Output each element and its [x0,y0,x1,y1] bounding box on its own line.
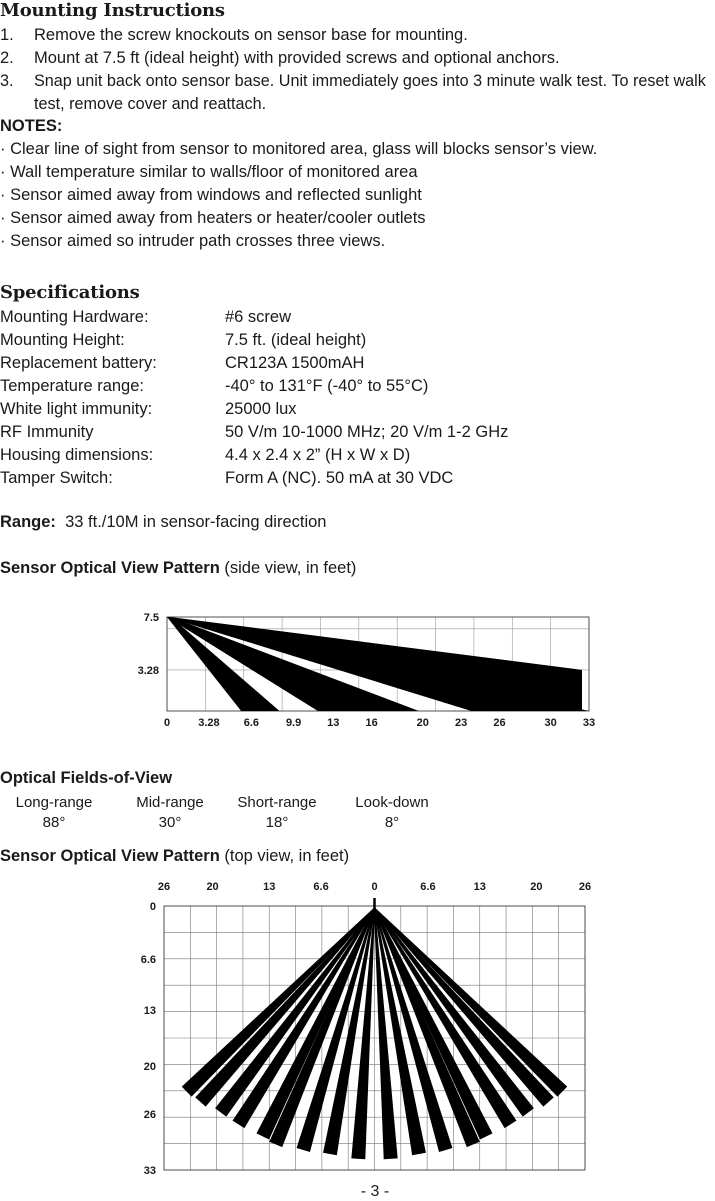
spec-label: Mounting Height: [0,331,125,349]
mounting-step [0,24,715,47]
x-tick-label: 3.28 [198,717,220,729]
x-tick-label: 6.6 [243,717,260,729]
step-text: Snap unit back onto sensor base. Unit immediately goes into 3 minute walk test. To reset walk test, remove cover and reattach. [34,72,706,113]
step-number: 2. [0,49,14,67]
spec-row [0,352,715,375]
y-tick-label: 33 [143,1165,156,1177]
top-view-heading-bold: Sensor Optical View Pattern [0,847,220,865]
top-view-chart [0,872,715,1177]
spec-label: Replacement battery: [0,354,157,372]
top-view-heading-rest: (top view, in feet) [219,847,350,865]
spec-value: #6 screw [225,308,292,326]
x-tick-label: 26 [493,717,506,729]
x-tick-label: 0 [163,717,171,729]
spec-row [0,467,715,490]
spec-row [0,398,715,421]
x-tick-label: 0 [371,881,378,893]
fov-angle: 88° [42,814,66,831]
step-number: 1. [0,26,14,44]
mounting-step [0,47,715,70]
spec-row [0,444,715,467]
spec-label: Mounting Hardware: [0,308,149,326]
spec-value: -40° to 131°F (-40° to 55°C) [225,377,429,395]
spec-row [0,306,715,329]
spec-value: 50 V/m 10-1000 MHz; 20 V/m 1-2 GHz [225,423,509,441]
mounting-steps [0,24,715,116]
x-tick-label: 13 [263,881,276,893]
fov-name: Long-range [15,794,93,811]
notes-list [0,138,597,253]
x-tick-label: 16 [365,717,378,729]
range-value: 33 ft./10M in sensor-facing direction [65,513,327,531]
note-item: · Wall temperature similar to walls/floor of monitored area [0,163,418,181]
spec-table [0,306,715,490]
x-tick-label: 23 [454,717,468,729]
x-tick-label: 9.9 [285,717,302,729]
spec-value: 25000 lux [225,400,297,418]
fov-angle: 30° [158,814,182,831]
x-tick-label: 13 [473,881,486,893]
x-tick-label: 33 [582,717,596,729]
side-view-beams [167,617,589,711]
note-item: · Sensor aimed away from heaters or heater/cooler outlets [0,209,426,227]
fov-item-look-down [342,793,442,833]
spec-value: 4.4 x 2.4 x 2” (H x W x D) [225,446,411,464]
side-view-heading-rest: (side view, in feet) [219,559,357,577]
step-text: Remove the screw knockouts on sensor base for mounting. [34,26,468,44]
specifications-title: Specifications [0,282,140,303]
x-tick-label: 26 [157,881,171,893]
x-tick-label: 26 [578,881,592,893]
spec-label: RF Immunity [0,423,94,441]
y-tick-label: 26 [143,1109,156,1121]
fov-heading: Optical Fields-of-View [0,769,173,787]
page-number: - 3 - [360,1183,390,1200]
side-view-heading [0,557,356,580]
spec-label: White light immunity: [0,400,153,418]
side-view-heading-bold: Sensor Optical View Pattern [0,559,220,577]
fov-name: Look-down [355,794,429,811]
step-number: 3. [0,72,14,90]
x-tick-label: 6.6 [313,881,329,893]
x-tick-label: 6.6 [420,881,436,893]
notes-label: NOTES: [0,117,63,135]
fov-angle: 8° [384,814,400,831]
mounting-step [0,70,715,116]
side-view-chart [0,600,715,740]
note-item: · Sensor aimed away from windows and reflected sunlight [0,186,422,204]
y-tick-label: 6.6 [140,953,156,966]
fov-name: Mid-range [136,794,204,811]
x-tick-label: 13 [327,717,340,729]
y-tick-label: 13 [143,1005,156,1017]
range-label: Range: [0,513,56,531]
spec-value: Form A (NC). 50 mA at 30 VDC [225,469,454,487]
x-tick-label: 30 [544,717,557,729]
spec-value: CR123A 1500mAH [225,354,365,372]
fov-item-short-range [227,793,327,833]
y-tick-label: 20 [143,1061,156,1073]
spec-label: Tamper Switch: [0,469,113,487]
spec-label: Temperature range: [0,377,144,395]
top-view-heading [0,845,349,868]
x-tick-label: 20 [206,881,219,893]
x-tick-label: 20 [530,881,543,893]
y-tick-label: 3.28 [137,664,159,677]
fov-angle: 18° [265,814,289,831]
fov-item-long-range [4,793,104,833]
mounting-title: Mounting Instructions [0,0,225,21]
spec-row [0,375,715,398]
y-tick-label: 7.5 [143,612,159,624]
y-tick-label: 0 [149,901,156,913]
spec-value: 7.5 ft. (ideal height) [225,331,367,349]
x-tick-label: 20 [416,717,429,729]
spec-label: Housing dimensions: [0,446,154,464]
spec-row [0,329,715,352]
step-text: Mount at 7.5 ft (ideal height) with provided screws and optional anchors. [34,49,560,67]
fov-name: Short-range [237,794,317,811]
fov-item-mid-range [120,793,220,833]
range-line [0,511,326,534]
note-item: · Sensor aimed so intruder path crosses three views. [0,232,386,250]
top-view-grid [164,906,585,1170]
note-item: · Clear line of sight from sensor to monitored area, glass will blocks sensor’s view. [0,140,598,158]
spec-row [0,421,715,444]
